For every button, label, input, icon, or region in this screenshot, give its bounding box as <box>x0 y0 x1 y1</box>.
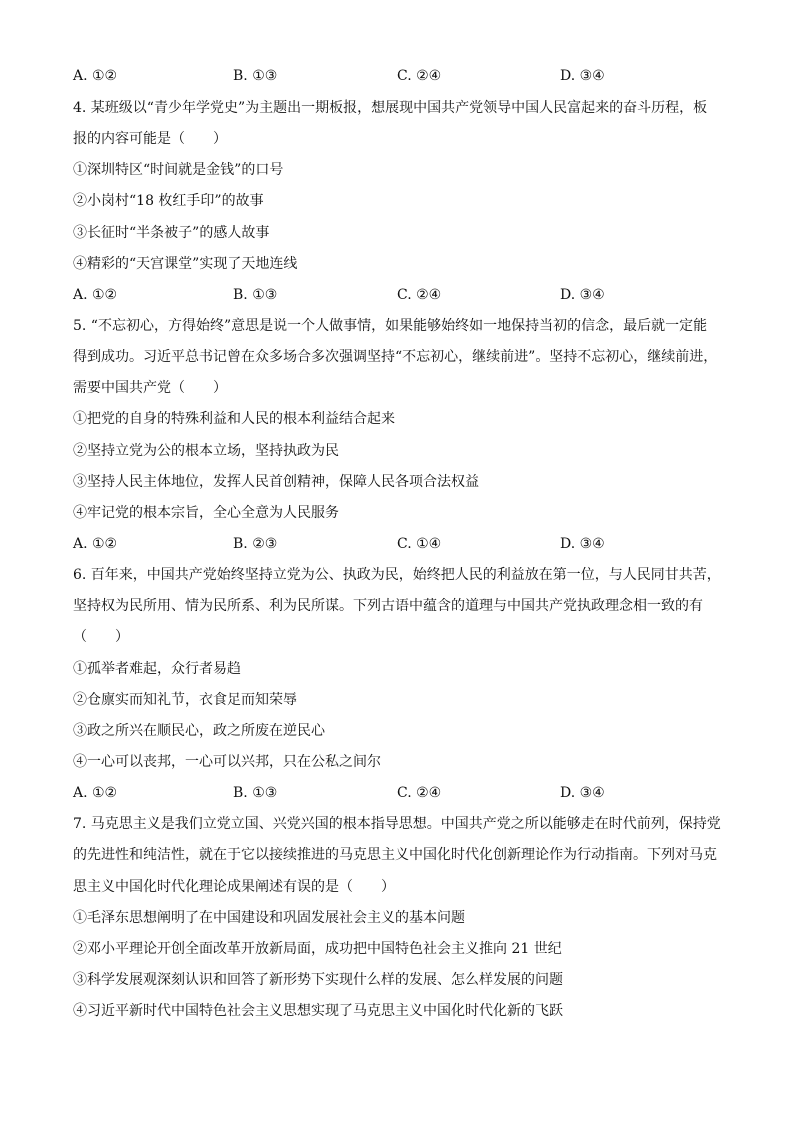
q4-item-2: ②小岗村“18 枚红手印”的故事 <box>73 193 264 209</box>
option-d[interactable]: D. ③④ <box>560 785 605 801</box>
q5-stem-line-3: 需要中国共产党（ ） <box>73 380 227 396</box>
q7-item-1: ①毛泽东思想阐明了在中国建设和巩固发展社会主义的基本问题 <box>73 910 465 926</box>
q7-stem-line-3: 思主义中国化时代化理论成果阐述有误的是（ ） <box>73 879 395 895</box>
q5-item-3: ③坚持人民主体地位，发挥人民首创精神，保障人民各项合法权益 <box>73 474 479 490</box>
option-b[interactable]: B. ①③ <box>233 68 278 84</box>
option-b[interactable]: B. ①③ <box>233 785 278 801</box>
q7-stem-line-2: 的先进性和纯洁性，就在于它以接续推进的马克思主义中国化时代化创新理论作为行动指南。下列对马克 <box>73 847 717 863</box>
q6-stem-line-3: （ ） <box>73 629 129 645</box>
q5-options <box>73 534 733 554</box>
option-d[interactable]: D. ③④ <box>560 68 605 84</box>
q5-item-1: ①把党的自身的特殊利益和人民的根本利益结合起来 <box>73 411 395 427</box>
q4-stem-line-2: 报的内容可能是（ ） <box>73 131 227 147</box>
option-a[interactable]: A. ①② <box>73 287 118 303</box>
q7-item-2: ②邓小平理论开创全面改革开放新局面，成功把中国特色社会主义推向 21 世纪 <box>73 941 562 957</box>
option-b[interactable]: B. ①③ <box>233 287 278 303</box>
option-d[interactable]: D. ③④ <box>560 287 605 303</box>
q6-item-3: ③政之所兴在顺民心，政之所废在逆民心 <box>73 723 325 739</box>
option-a[interactable]: A. ①② <box>73 68 118 84</box>
q6-item-4: ④一心可以丧邦，一心可以兴邦，只在公私之间尔 <box>73 754 381 770</box>
option-b[interactable]: B. ②③ <box>233 536 278 552</box>
option-a[interactable]: A. ①② <box>73 785 118 801</box>
q7-item-4: ④习近平新时代中国特色社会主义思想实现了马克思主义中国化时代化新的飞跃 <box>73 1003 563 1019</box>
q6-options <box>73 783 733 803</box>
option-c[interactable]: C. ②④ <box>397 287 442 303</box>
q5-stem-line-1: 5. “不忘初心，方得始终”意思是说一个人做事情，如果能够始终如一地保持当初的信念，最后就一定能 <box>73 318 708 334</box>
q3-options <box>73 66 733 86</box>
q5-item-2: ②坚持立党为公的根本立场，坚持执政为民 <box>73 443 339 459</box>
q4-item-1: ①深圳特区“时间就是金钱”的口号 <box>73 162 284 178</box>
option-c[interactable]: C. ②④ <box>397 68 442 84</box>
option-d[interactable]: D. ③④ <box>560 536 605 552</box>
q4-options <box>73 285 733 305</box>
q7-stem-line-1: 7. 马克思主义是我们立党立国、兴党兴国的根本指导思想。中国共产党之所以能够走在时代前列，保持党 <box>73 816 721 832</box>
option-a[interactable]: A. ①② <box>73 536 118 552</box>
q5-item-4: ④牢记党的根本宗旨，全心全意为人民服务 <box>73 505 339 521</box>
option-c[interactable]: C. ②④ <box>397 785 442 801</box>
q7-item-3: ③科学发展观深刻认识和回答了新形势下实现什么样的发展、怎么样发展的问题 <box>73 972 563 988</box>
q6-stem-line-1: 6. 百年来，中国共产党始终坚持立党为公、执政为民，始终把人民的利益放在第一位，与人民同甘共苦， <box>73 567 721 583</box>
q6-item-1: ①孤举者难起，众行者易趋 <box>73 661 241 677</box>
q5-stem-line-2: 得到成功。习近平总书记曾在众多场合多次强调坚持“不忘初心，继续前进”。坚持不忘初心，继续前进， <box>73 349 718 365</box>
q4-item-3: ③长征时“半条被子”的感人故事 <box>73 225 270 241</box>
q6-stem-line-2: 坚持权为民所用、情为民所系、利为民所谋。下列古语中蕴含的道理与中国共产党执政理念相一致的有 <box>73 598 703 614</box>
q6-item-2: ②仓廪实而知礼节，衣食足而知荣辱 <box>73 692 297 708</box>
q4-stem-line-1: 4. 某班级以“青少年学党史”为主题出一期板报，想展现中国共产党领导中国人民富起来的奋斗历程，板 <box>73 100 708 116</box>
q4-item-4: ④精彩的“天宫课堂”实现了天地连线 <box>73 256 298 272</box>
option-c[interactable]: C. ①④ <box>397 536 442 552</box>
